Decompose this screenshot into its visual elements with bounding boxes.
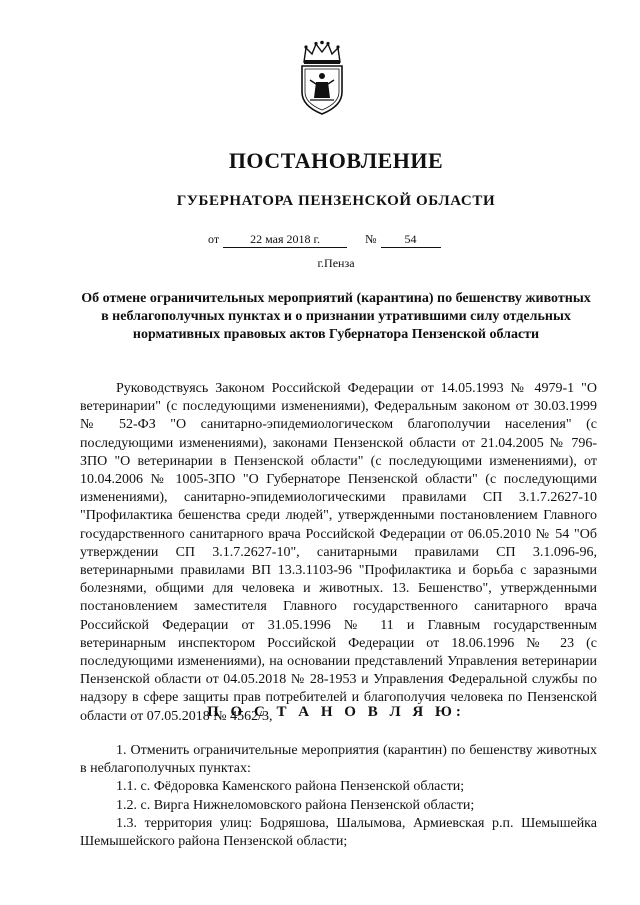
list-item: 1.1. с. Фёдоровка Каменского района Пензенской области; — [116, 779, 465, 795]
coat-of-arms-emblem — [296, 40, 348, 116]
document-issuer: ГУБЕРНАТОРА ПЕНЗЕНСКОЙ ОБЛАСТИ — [176, 193, 496, 209]
date-value: 22 мая 2018 г. — [223, 232, 347, 248]
list-item: 1.3. территория улиц: Бодряшова, Шалымова, Армиевская р.п. Шемышейка Шемышейского района Пензенской области; — [80, 815, 597, 850]
list-item: 1.2. с. Вирга Нижнеломовского района Пензенской области; — [116, 797, 475, 813]
number-value: 54 — [381, 232, 441, 248]
date-label: от — [208, 232, 220, 246]
resolution-items — [80, 742, 597, 851]
date-number-line — [208, 232, 441, 248]
resolution-heading: Об отмене ограничительных мероприятий (карантина) по бешенству животных в неблагополучных пунктах и о признании утратившими силу отдельных нормативных правовых актов Губернатора Пензенской области — [81, 291, 591, 342]
city-label: г.Пенза — [317, 256, 355, 270]
preamble-paragraph: Руководствуясь Законом Российской Федерации от 14.05.1993 № 4979-1 "О ветеринарии" (с последующими изменениями), Федеральным законом от 30.03.1999 № 52-ФЗ "О санитарно-эпидемиологическом благополучии населения" (с последующими изменениями), законами Пензенской области от 21.04.2005 № 796-ЗПО "О ветеринарии в Пензенской области" (с последующими изменениями), от 10.04.2006 № 1005-ЗПО "О Губернаторе Пензенской области" (с последующими изменениями), санитарно-эпидемиологическими правилами СП 3.1.7.2627-10 "Профилактика бешенства среди людей", утвержденными постановлением Главного государственного санитарного врача Российской Федерации от 06.05.2010 № 54 "Об утверждении СП 3.1.7.2627-10", санитарными правилами СП 3.1.096-96, ветеринарными правилами ВП 13.3.1103-96 "Профилактика и борьба с заразными болезнями, общими для человека и животных. 13. Бешенство", утвержденными постановлением заместителя Главного государственного санитарного врача Российской Федерации от 31.05.1996 № 11 и Главным государственным ветеринарным инспектором Российской Федерации от 18.06.1996 № 23 (с последующими изменениями), на основании представлений Управления ветеринарии Пензенской области от 04.05.2018 № 28-1953 и Управления Федеральной службы по надзору в сфере защиты прав потребителей и благополучия человека по Пензенской области от 07.05.2018 № 4562/3, — [80, 381, 597, 724]
number-label: № — [365, 232, 377, 246]
list-item: 1. Отменить ограничительные мероприятия (карантин) по бешенству животных в неблагополучных пунктах: — [80, 743, 597, 777]
decree-word: П О С Т А Н О В Л Я Ю: — [207, 704, 465, 720]
document-title: ПОСТАНОВЛЕНИЕ — [228, 148, 444, 173]
